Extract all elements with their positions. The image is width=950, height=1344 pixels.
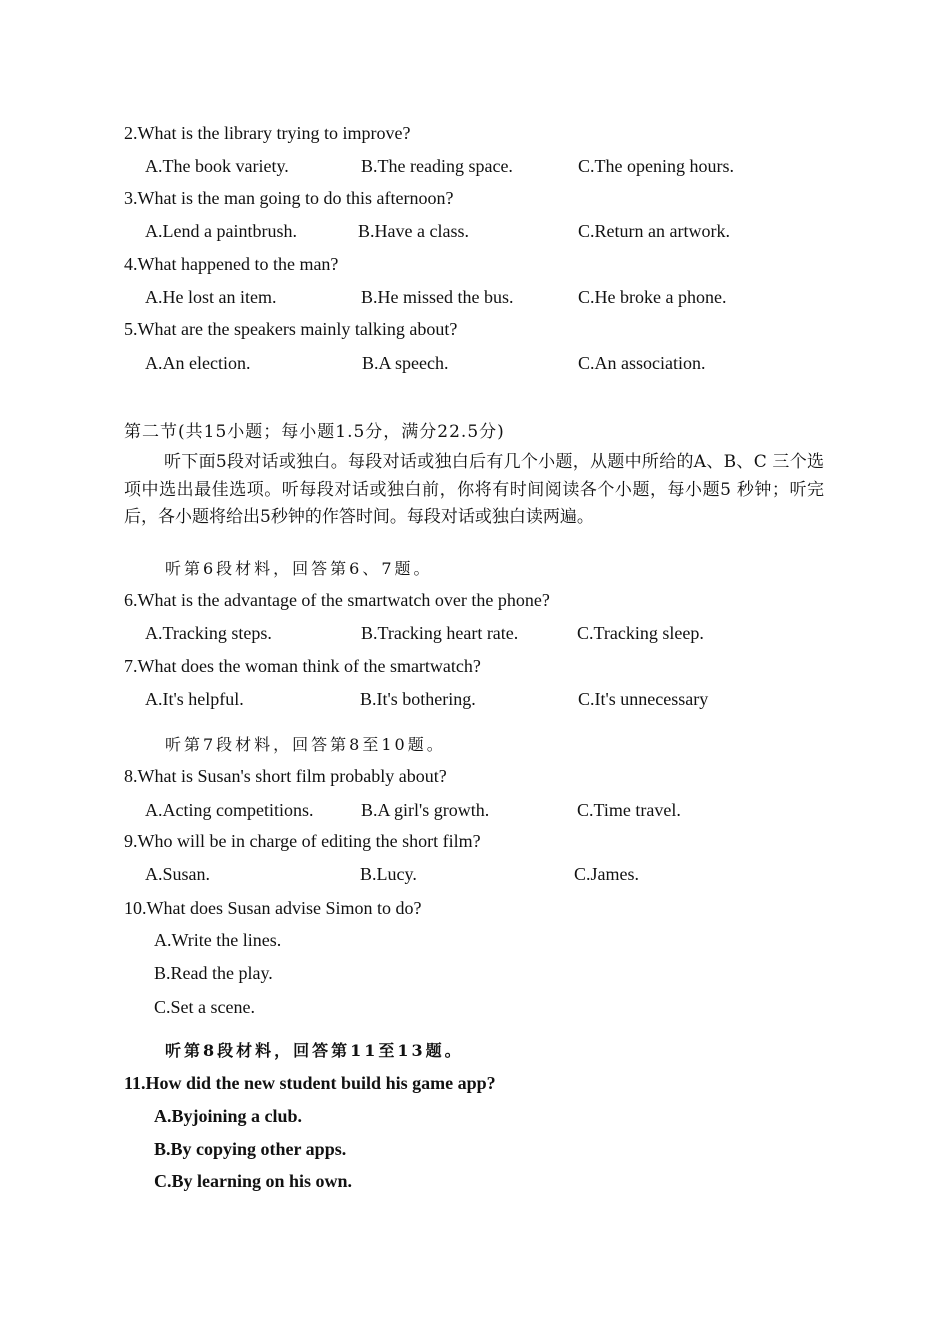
q8-option-b: B.A girl's growth. (361, 800, 490, 820)
question-10: 10.What does Susan advise Simon to do? (124, 898, 422, 918)
section-2-instructions: 听下面5段对话或独白。每段对话或独白后有几个小题，从题中所给的A、B、C 三个选项中选出最佳选项。听每段对话或独白前，你将有时间阅读各个小题，每小题5 秒钟；听完后，各小题将给出5秒钟的作答时间。每段对话或独白读两遍。 (124, 452, 824, 527)
question-4: 4.What happened to the man? (124, 254, 339, 274)
q9-option-b: B.Lucy. (360, 864, 417, 884)
section-2-heading: 第二节(共15小题；每小题1.5分，满分22.5分) (124, 422, 505, 442)
q6-option-b: B.Tracking heart rate. (361, 623, 519, 643)
q2-option-a: A.The book variety. (145, 156, 289, 176)
q10-option-b: B.Read the play. (154, 963, 273, 983)
q11-option-c: C.By learning on his own. (154, 1171, 353, 1191)
q7-option-c: C.It's unnecessary (578, 689, 709, 709)
q10-option-a: A.Write the lines. (154, 930, 282, 950)
q4-option-c: C.He broke a phone. (578, 287, 727, 307)
q2-option-b: B.The reading space. (361, 156, 513, 176)
group-7-heading: 听第7段材料，回答第8至10题。 (165, 735, 446, 754)
question-3: 3.What is the man going to do this afternoon? (124, 188, 454, 208)
q2-option-c: C.The opening hours. (578, 156, 734, 176)
q8-option-c: C.Time travel. (577, 800, 681, 820)
question-11: 11.How did the new student build his game app? (124, 1073, 496, 1093)
q11-option-b: B.By copying other apps. (154, 1139, 347, 1159)
q8-option-a: A.Acting competitions. (145, 800, 314, 820)
q6-option-c: C.Tracking sleep. (577, 623, 704, 643)
q5-option-a: A.An election. (145, 353, 251, 373)
q5-option-c: C.An association. (578, 353, 706, 373)
q9-option-a: A.Susan. (145, 864, 211, 884)
question-7: 7.What does the woman think of the smartwatch? (124, 656, 481, 676)
question-5: 5.What are the speakers mainly talking about? (124, 319, 458, 339)
question-9: 9.Who will be in charge of editing the short film? (124, 831, 481, 851)
q4-option-a: A.He lost an item. (145, 287, 277, 307)
question-6: 6.What is the advantage of the smartwatch over the phone? (124, 590, 550, 610)
q3-option-a: A.Lend a paintbrush. (145, 221, 297, 241)
q3-option-c: C.Return an artwork. (578, 221, 730, 241)
q7-option-a: A.It's helpful. (145, 689, 244, 709)
question-8: 8.What is Susan's short film probably about? (124, 766, 447, 786)
q11-option-a: A.Byjoining a club. (154, 1106, 303, 1126)
q9-option-c: C.James. (574, 864, 639, 884)
q6-option-a: A.Tracking steps. (145, 623, 272, 643)
q3-option-b: B.Have a class. (358, 221, 469, 241)
q4-option-b: B.He missed the bus. (361, 287, 514, 307)
q5-option-b: B.A speech. (362, 353, 449, 373)
q10-option-c: C.Set a scene. (154, 997, 255, 1017)
question-2: 2.What is the library trying to improve? (124, 123, 411, 143)
group-8-heading: 听第8段材料，回答第11至13题。 (165, 1041, 464, 1060)
q7-option-b: B.It's bothering. (360, 689, 476, 709)
group-6-heading: 听第6段材料，回答第6、7题。 (165, 559, 433, 578)
